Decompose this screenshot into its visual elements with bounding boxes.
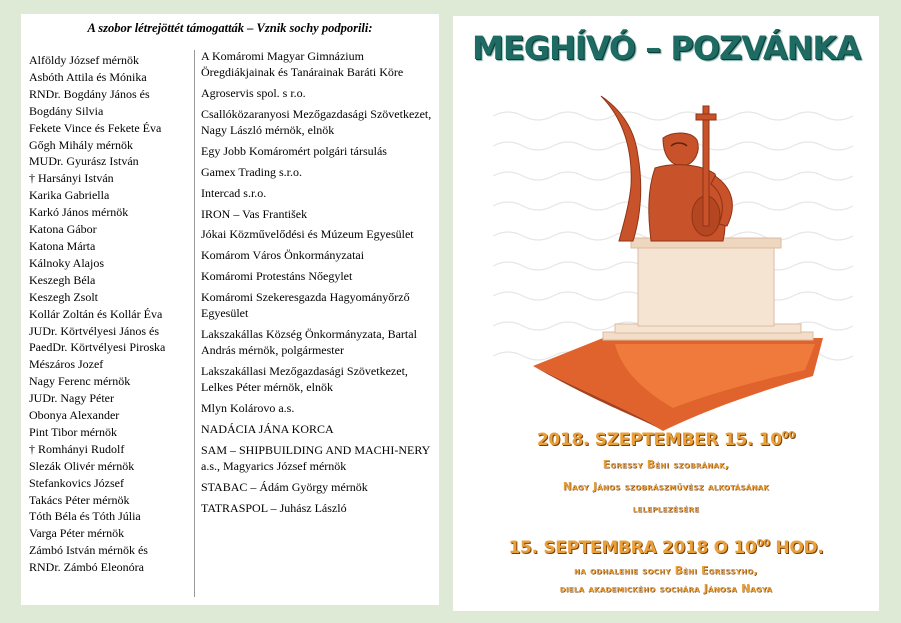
individual-supporter: Nagy Ferenc mérnök — [29, 374, 131, 389]
date-sk: 15. SEPTEMBRA 2018 O $10^{00}$ HOD. — [508, 538, 824, 558]
individual-supporter: JUDr. Körtvélyesi János és — [29, 323, 159, 338]
individual-supporter: Tóth Béla és Tóth Júlia — [29, 509, 141, 524]
invitation-line-hu-3: leleplezésére — [632, 503, 700, 515]
individual-supporter: Alföldy József mérnök — [29, 53, 139, 67]
individual-supporters-list — [29, 52, 194, 576]
organization-supporter: Jókai Közművelődési és Múzeum Egyesület — [201, 227, 414, 242]
individual-supporter: Zámbó István mérnök és — [29, 543, 148, 558]
organization-supporter: Csallóközaranyosi Mezőgazdasági Szövetkezet, Nagy László mérnök, elnök — [201, 106, 432, 137]
individual-supporter: Kollár Zoltán és Kollár Éva — [29, 306, 163, 321]
organization-supporter: Komárom Város Önkormányzatai — [201, 248, 365, 263]
invitation-panel — [453, 16, 879, 611]
statue-illustration — [523, 76, 823, 436]
individual-supporter: Mészáros Jozef — [29, 357, 104, 372]
individual-supporter: Asbóth Attila és Mónika — [29, 69, 147, 84]
individual-supporter: Keszegh Zsolt — [29, 289, 98, 304]
supporters-title: A szobor létrejöttét támogatták – Vznik sochy podporili: — [87, 21, 373, 35]
invitation-line-hu-2: Nagy János szobrászművész alkotásának — [562, 481, 770, 493]
organization-supporter: Komáromi Szekeresgazda Hagyományőrző Egyesület — [201, 290, 410, 321]
organization-supporter: Mlyn Kolárovo a.s. — [201, 400, 295, 415]
organization-supporter: STABAC – Ádám György mérnök — [201, 479, 368, 494]
organization-supporter: Lakszakállas Község Önkormányzata, Bartal András mérnök, polgármester — [201, 327, 417, 358]
organization-supporter: TATRASPOL – Juhász László — [201, 500, 347, 515]
individual-supporter: Karkó János mérnök — [29, 205, 129, 220]
invitation-title: MEGHÍVÓ – POZVÁNKA — [472, 29, 860, 67]
organization-supporter: Gamex Trading s.r.o. — [201, 164, 303, 179]
invitation-line-sk-2: diela akademického sochára Jánosa Nagya — [559, 583, 773, 595]
individual-supporter: † Harsányi István — [29, 171, 114, 186]
organization-supporter: Agroservis spol. s r.o. — [201, 85, 306, 100]
organization-supporter: A Komáromi Magyar Gimnázium Öregdiákjainak és Tanárainak Baráti Köre — [201, 49, 404, 79]
date-hu: 2018. SZEPTEMBER 15. $10^{00}$ — [536, 430, 796, 450]
individual-supporter: Takács Péter mérnök — [29, 492, 130, 507]
individual-supporter: Fekete Vince és Fekete Éva — [29, 120, 162, 135]
organization-supporter: Egy Jobb Komáromért polgári társulás — [201, 143, 387, 158]
individual-supporter: Bogdány Silvia — [29, 103, 104, 118]
individual-supporter: Karika Gabriella — [29, 188, 110, 203]
individual-supporter: Katona Gábor — [29, 222, 97, 237]
individual-supporter: Gőgh Mihály mérnök — [29, 137, 133, 152]
individual-supporter: RNDr. Zámbó Eleonóra — [29, 560, 144, 575]
individual-supporter: Kálnoky Alajos — [29, 255, 104, 270]
individual-supporter: Slezák Olivér mérnök — [29, 458, 135, 473]
organization-supporter: Intercad s.r.o. — [201, 185, 267, 200]
individual-supporter: Stefankovics József — [29, 475, 124, 490]
organization-supporter: IRON – Vas František — [201, 206, 308, 221]
invitation-line-hu-1: Egressy Béni szobrának, — [602, 459, 730, 471]
individual-supporter: † Romhányi Rudolf — [29, 441, 125, 456]
supporters-panel — [21, 14, 439, 605]
invitation-line-sk-1: na odhalenie sochy Béni Egressyho, — [574, 565, 758, 577]
individual-supporter: Keszegh Béla — [29, 272, 96, 287]
individual-supporter: JUDr. Nagy Péter — [29, 391, 114, 406]
organization-supporter: Komáromi Protestáns Nőegylet — [201, 269, 353, 284]
individual-supporter: MUDr. Gyurász István — [29, 154, 139, 169]
organization-supporter: SAM – SHIPBUILDING AND MACHI-NERY a.s., Magyarics József mérnök — [201, 442, 430, 473]
organization-supporter: NADÁCIA JÁNA KORCA — [201, 421, 334, 436]
individual-supporter: PaedDr. Körtvélyesi Piroska — [29, 340, 166, 355]
column-divider — [194, 50, 195, 597]
organization-supporters-list — [201, 49, 436, 522]
individual-supporter: Pint Tibor mérnök — [29, 424, 118, 439]
individual-supporter: Katona Márta — [29, 238, 96, 253]
individual-supporter: RNDr. Bogdány János és — [29, 86, 150, 101]
individual-supporter: Obonya Alexander — [29, 408, 120, 423]
individual-supporter: Varga Péter mérnök — [29, 526, 125, 541]
organization-supporter: Lakszakállasi Mezőgazdasági Szövetkezet, Lelkes Péter mérnök, elnök — [201, 364, 408, 394]
